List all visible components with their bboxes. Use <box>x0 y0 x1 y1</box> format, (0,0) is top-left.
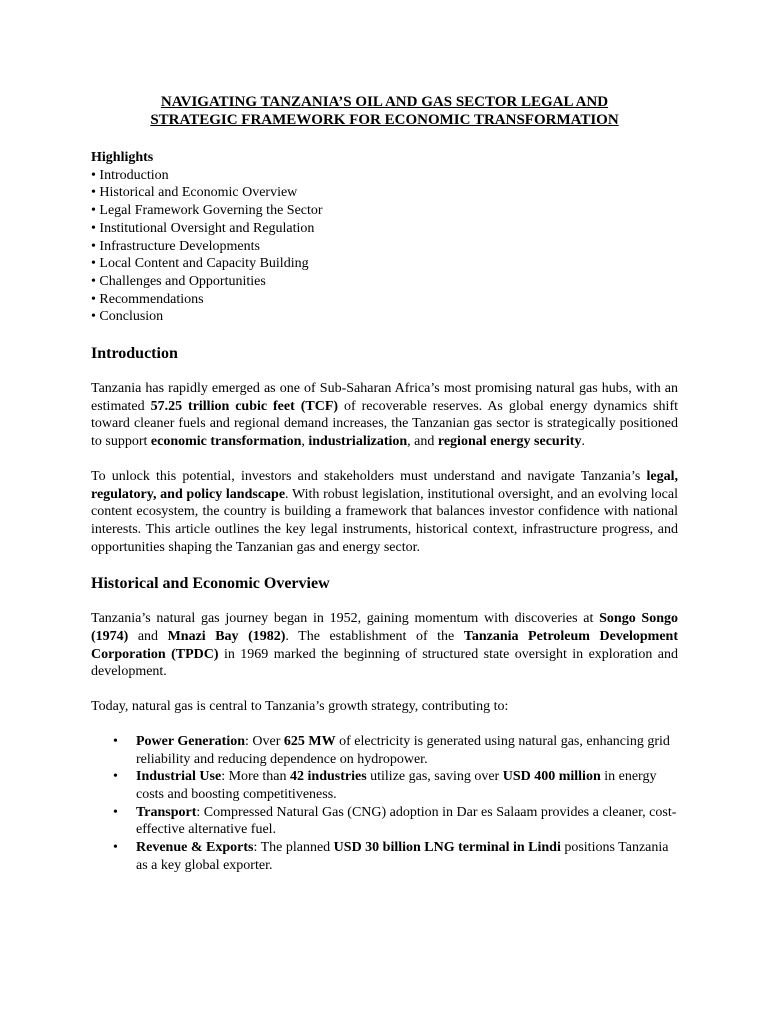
text-run: Tanzania has rapidly emerged as one of Sub-Saharan Africa’s most promising natural gas hubs, with an estimated <box>91 381 678 414</box>
bold-run: Mnazi Bay (1982) <box>167 629 286 645</box>
historical-paragraph-1 <box>91 610 678 681</box>
document-title <box>91 94 678 129</box>
highlights-section <box>91 149 678 326</box>
bold-run: 42 industries <box>290 769 367 785</box>
bold-run: Power Generation <box>136 733 245 749</box>
bold-run: Songo Songo (1974) <box>91 611 678 645</box>
contributions-list <box>91 733 678 875</box>
text-run: Tanzania’s natural gas journey began in 1952, gaining momentum with discoveries at <box>91 611 600 627</box>
text-run: . The establishment of the <box>285 629 464 645</box>
bullet-dot: • <box>113 769 118 785</box>
text-run: , <box>301 434 309 450</box>
text-run: of recoverable reserves. As global energy dynamics shift toward cleaner fuels and regional demand increases, the Tanzanian gas sector is strategically positioned to support <box>91 398 678 450</box>
highlights-heading: Highlights <box>91 150 154 165</box>
bold-run: 57.25 trillion cubic feet (TCF) <box>150 398 339 414</box>
title-line-2: STRATEGIC FRAMEWORK FOR ECONOMIC TRANSFORMATION <box>150 111 619 128</box>
text-run: utilize gas, saving over <box>366 769 503 785</box>
text-run: in 1969 marked the beginning of structured state oversight in exploration and development. <box>91 646 678 680</box>
bold-run: regional energy security <box>437 434 582 450</box>
highlight-item: • Recommendations <box>91 291 204 307</box>
contribution-item-revenue <box>91 839 678 874</box>
highlight-item: • Institutional Oversight and Regulation <box>91 220 315 236</box>
text-run: in energy costs and boosting competitiveness. <box>136 769 657 802</box>
text-run: To unlock this potential, investors and stakeholders must understand and navigate Tanzania’s <box>91 468 647 484</box>
text-run: and <box>128 629 168 645</box>
text-run: , and <box>407 434 438 450</box>
historical-paragraph-2: Today, natural gas is central to Tanzania’s growth strategy, contributing to: <box>91 699 509 715</box>
bullet-dot: • <box>113 804 118 820</box>
bold-run: Transport <box>136 804 197 820</box>
contribution-item-transport <box>91 804 678 839</box>
bold-run: legal, regulatory, and policy landscape <box>91 468 678 502</box>
highlights-list <box>91 167 678 326</box>
bold-run: economic transformation <box>150 434 302 450</box>
bold-run: Revenue & Exports <box>136 840 254 856</box>
highlight-item: • Conclusion <box>91 309 164 325</box>
highlight-item: • Historical and Economic Overview <box>91 185 298 201</box>
bold-run: 625 MW <box>283 733 336 749</box>
bold-run: industrialization <box>308 434 408 450</box>
document-content <box>91 94 678 875</box>
highlight-item: • Introduction <box>91 167 169 183</box>
title-line-1: NAVIGATING TANZANIA’S OIL AND GAS SECTOR LEGAL AND <box>160 94 609 110</box>
bold-run: USD 30 billion LNG terminal in Lindi <box>333 840 561 856</box>
contribution-item-power <box>91 733 678 768</box>
text-run: . <box>581 434 585 450</box>
text-run: : The planned <box>253 840 334 856</box>
highlight-item: • Legal Framework Governing the Sector <box>91 203 323 219</box>
bold-run: Tanzania Petroleum Development Corporation (TPDC) <box>91 629 679 662</box>
bullet-dot: • <box>113 840 118 856</box>
text-run: positions Tanzania as a key global exporter. <box>136 840 669 873</box>
highlight-item: • Challenges and Opportunities <box>91 273 266 289</box>
text-run: : Compressed Natural Gas (CNG) adoption in Dar es Salaam provides a cleaner, cost-effective alternative fuel. <box>136 804 677 838</box>
text-run: : More than <box>221 769 291 785</box>
introduction-paragraph-2 <box>91 468 678 557</box>
introduction-heading: Introduction <box>91 345 178 363</box>
highlight-item: • Local Content and Capacity Building <box>91 256 309 272</box>
highlight-item: • Infrastructure Developments <box>91 238 260 254</box>
text-run: . With robust legislation, institutional oversight, and an evolving local content ecosystem, the country is building a framework that balances investor confidence with national interests. This article outlines the key legal instruments, historical context, infrastructure progress, and opportunities shaping the Tanzanian gas and energy sector. <box>91 486 678 555</box>
contribution-item-industrial <box>91 768 678 803</box>
bullet-dot: • <box>113 733 118 749</box>
bold-run: USD 400 million <box>502 769 601 785</box>
bold-run: Industrial Use <box>136 769 222 785</box>
historical-overview-heading: Historical and Economic Overview <box>91 575 330 593</box>
text-run: : Over <box>245 733 284 749</box>
introduction-paragraph-1 <box>91 380 678 451</box>
text-run: of electricity is generated using natural gas, enhancing grid reliability and reducing dependence on hydropower. <box>136 733 670 767</box>
